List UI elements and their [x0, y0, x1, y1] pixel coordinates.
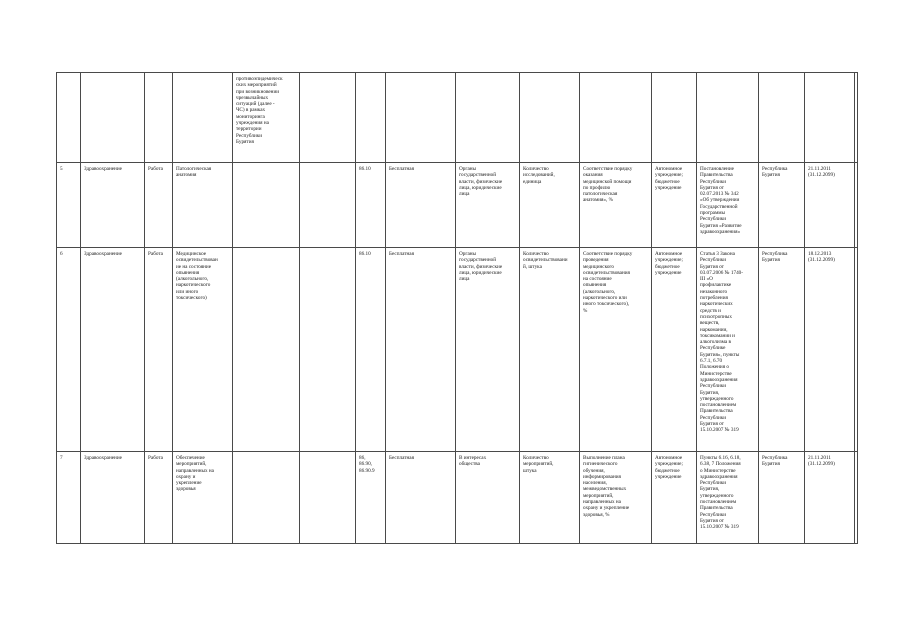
cell-kind: Работа	[145, 163, 173, 248]
cell-recipient	[456, 73, 520, 163]
table-row	[57, 163, 858, 248]
cell-payment: Бесплатная	[386, 248, 456, 452]
services-table	[56, 72, 858, 544]
cell-institution-type: Автономное учреждение; бюджетное учреждение	[652, 452, 697, 544]
cell-name: Патологическая анатомия	[173, 163, 233, 248]
cell-sector: Здравоохранение	[81, 163, 145, 248]
cell-region: Республика Бурятия	[759, 163, 805, 248]
cell-sector	[81, 73, 145, 163]
cell-okved	[356, 73, 386, 163]
cell-region: Республика Бурятия	[759, 452, 805, 544]
cell-legal-basis: Статья 3 Закона Республики Бурятия от 03.07.2006 № 1740- III «О профилактике незаконного потребления наркотических средств и психотропных веществ, наркомании, токсикомании и алкоголизма в Республике Бурятия», пункты 6.7.1, 6.70 Положения о Министерстве здравоохранения Республики Бурятия, утвержденного постановлением Правительства Республики Бурятия от 15.10.2007 № 319	[697, 248, 759, 452]
cell-end	[855, 452, 858, 544]
cell-kind: Работа	[145, 248, 173, 452]
table-row	[57, 73, 858, 163]
cell-number: 6	[57, 248, 81, 452]
cell-date: 21.11.2011 (31.12.2099)	[805, 163, 855, 248]
cell-recipient: В интересах общества	[456, 452, 520, 544]
cell-okved: 86, 86.90, 86.90.9	[356, 452, 386, 544]
cell-payment	[386, 73, 456, 163]
cell-quality-indicator: Соответствие порядку проведения медицинского освидетельствования на состояние опьянения (алкогольного, наркотического или иного токсического), %	[580, 248, 652, 452]
cell-sector: Здравоохранение	[81, 248, 145, 452]
cell-region	[759, 73, 805, 163]
cell-name	[173, 73, 233, 163]
cell-okved: 86.10	[356, 248, 386, 452]
cell-quality-indicator: Соответствие порядку оказания медицинской помощи по профилю патологическая анатомия», %	[580, 163, 652, 248]
cell-empty	[300, 73, 356, 163]
cell-institution-type: Автономное учреждение; бюджетное учреждение	[652, 163, 697, 248]
cell-kind: Работа	[145, 452, 173, 544]
cell-legal-basis	[697, 73, 759, 163]
cell-institution-type: Автономное учреждение; бюджетное учреждение	[652, 248, 697, 452]
cell-legal-basis: Постановление Правительства Республики Бурятия от 02.07.2013 № 342 «Об утверждении Государственной программы Республики Бурятия «Развитие здравоохранения»	[697, 163, 759, 248]
cell-end	[855, 163, 858, 248]
cell-date: 21.11.2011 (31.12.2099)	[805, 452, 855, 544]
cell-sector: Здравоохранение	[81, 452, 145, 544]
cell-kind	[145, 73, 173, 163]
cell-empty	[300, 163, 356, 248]
document-sheet	[56, 72, 857, 546]
cell-volume-indicator: Количество исследований, единица	[520, 163, 580, 248]
cell-number: 7	[57, 452, 81, 544]
cell-end	[855, 248, 858, 452]
cell-quality-indicator: Выполнение плана гигиенического обучения, информирования населения, межведомственных мероприятий, направленных на охрану и укрепление здоровья, %	[580, 452, 652, 544]
cell-number: 5	[57, 163, 81, 248]
cell-recipient: Органы государственной власти, физические лица, юридические лица	[456, 163, 520, 248]
cell-institution-type	[652, 73, 697, 163]
cell-continuation	[233, 248, 300, 452]
cell-volume-indicator	[520, 73, 580, 163]
cell-payment: Бесплатная	[386, 452, 456, 544]
cell-end	[855, 73, 858, 163]
cell-volume-indicator: Количество освидетельствовани й, штука	[520, 248, 580, 452]
cell-payment: Бесплатная	[386, 163, 456, 248]
cell-quality-indicator	[580, 73, 652, 163]
cell-empty	[300, 452, 356, 544]
cell-recipient: Органы государственной власти, физические лица, юридические лица	[456, 248, 520, 452]
cell-name: Медицинское освидетельствован ие на состояние опьянения (алкогольного, наркотического или иного токсического)	[173, 248, 233, 452]
cell-region: Республика Бурятия	[759, 248, 805, 452]
cell-date	[805, 73, 855, 163]
table-row	[57, 452, 858, 544]
cell-number	[57, 73, 81, 163]
cell-name: Обеспечение мероприятий, направленных на охрану и укрепление здоровья	[173, 452, 233, 544]
cell-volume-indicator: Количество мероприятий, штука	[520, 452, 580, 544]
cell-continuation	[233, 163, 300, 248]
cell-continuation	[233, 452, 300, 544]
table-row	[57, 248, 858, 452]
cell-okved: 86.10	[356, 163, 386, 248]
cell-date: 18.12.2013 (31.12.2099)	[805, 248, 855, 452]
cell-legal-basis: Пункты 6.16, 6.18, 6.38, 7 Положения о Министерстве здравоохранения Республики Бурятия, утвержденного постановлением Правительства Республики Бурятия от 15.10.2007 № 319	[697, 452, 759, 544]
cell-empty	[300, 248, 356, 452]
cell-continuation: противоэпидемическ ских мероприятий при возникновении чрезвычайных ситуаций (далее - ЧС) в рамках мониторинга учреждения на территории Республики Бурятия	[233, 73, 300, 163]
